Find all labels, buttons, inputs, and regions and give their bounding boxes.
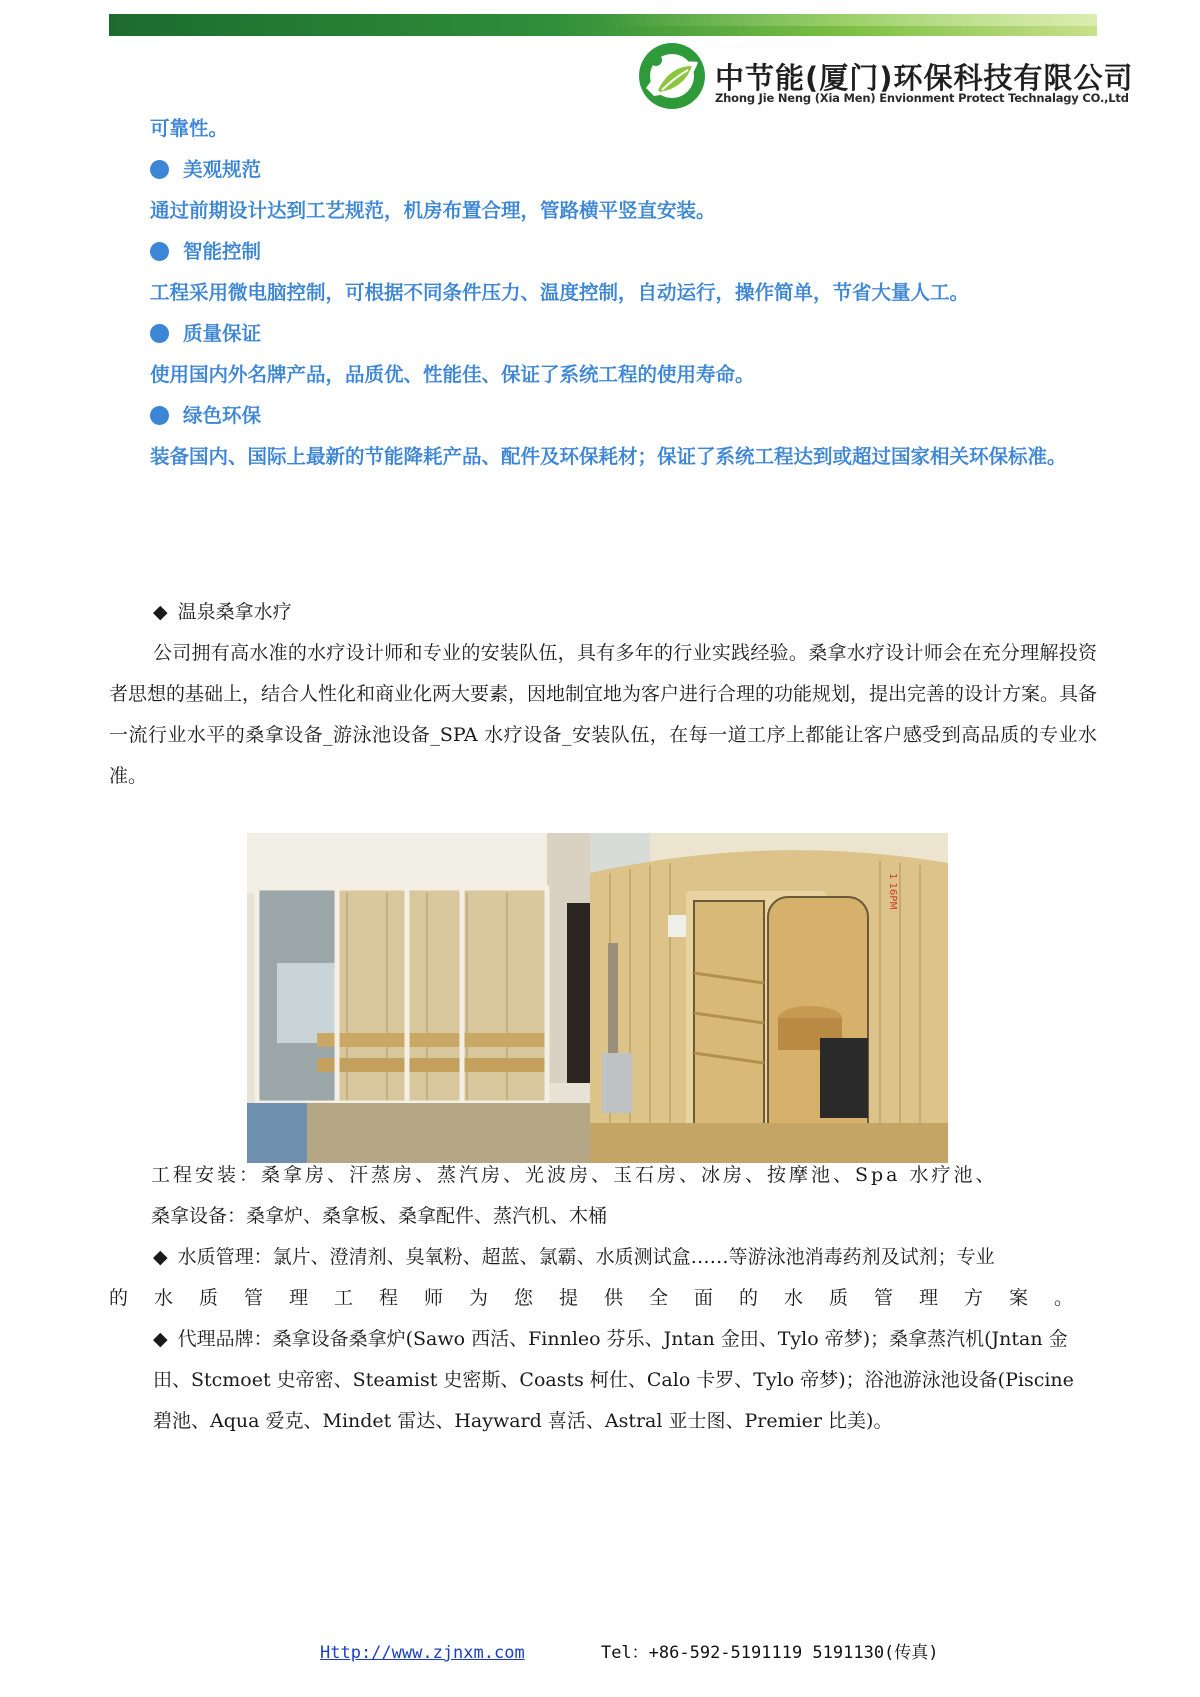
sauna-section xyxy=(109,592,1097,797)
bullet-dot-icon xyxy=(150,406,169,425)
website-link[interactable]: Http://www.zjnxm.com xyxy=(320,1643,525,1663)
bullet-dot-icon xyxy=(150,160,169,179)
diamond-bullet-icon: ◆ xyxy=(153,1328,168,1350)
wooden-sauna-cabin-photo xyxy=(590,833,948,1163)
brands-text: 代理品牌：桑拿设备桑拿炉(Sawo 西活、Finnleo 芬乐、Jntan 金田、Tylo 帝梦)；桑拿蒸汽机(Jntan 金田、Stcmoet 史帝密、Steamist 史密斯、Coasts 柯仕、Calo 卡罗、Tylo 帝梦)；浴池游泳池设备(Piscine 碧池、Aqua 爱克、Mindet 雷达、Hayward 喜活、Astral 亚士图、Premier 比美)。 xyxy=(153,1328,1074,1432)
bullet-dot-icon xyxy=(150,324,169,343)
feature-text: 通过前期设计达到工艺规范，机房布置合理，管路横平竖直安装。 xyxy=(150,199,716,222)
sauna-heading xyxy=(109,592,1097,633)
water-quality-line-2: 的水质管理工程师为您提供全面的水质管理方案。 xyxy=(109,1287,1100,1309)
feature-text: 使用国内外名牌产品，品质优、性能佳、保证了系统工程的使用寿命。 xyxy=(150,363,755,386)
sauna-room-illustration xyxy=(247,833,590,1163)
sauna-paragraph: 公司拥有高水准的水疗设计师和专业的安装队伍，具有多年的行业实践经验。桑拿水疗设计师会在充分理解投资者思想的基础上，结合人性化和商业化两大要素，因地制宜地为客户进行合理的功能规划，提出完善的设计方案。具备一流行业水平的桑拿设备_游泳池设备_SPA 水疗设备_安装队伍，在每一道工序上都能让客户感受到高品质的专业水准。 xyxy=(109,642,1098,787)
bullet-dot-icon xyxy=(150,242,169,261)
water-quality-line-1: 水质管理：氯片、澄清剂、臭氧粉、超蓝、氯霸、水质测试盒……等游泳池消毒药剂及试剂；专业 xyxy=(177,1246,995,1268)
diamond-bullet-icon: ◆ xyxy=(153,601,168,623)
feature-title: 质量保证 xyxy=(183,322,262,345)
feature-continuation: 可靠性。 xyxy=(150,117,229,140)
feature-title: 智能控制 xyxy=(183,240,262,263)
feature-heading-quality xyxy=(150,313,1100,354)
feature-text: 工程采用微电脑控制，可根据不同条件压力、温度控制，自动运行，操作简单，节省大量人工。 xyxy=(150,281,970,304)
diamond-bullet-icon: ◆ xyxy=(153,1246,168,1268)
company-name-cn: 中节能(厦门)环保科技有限公司 xyxy=(715,61,1134,95)
feature-title: 绿色环保 xyxy=(183,404,262,427)
install-line-2: 桑拿设备：桑拿炉、桑拿板、桑拿配件、蒸汽机、木桶 xyxy=(151,1205,608,1227)
feature-heading-beauty xyxy=(150,149,1100,190)
brands-block xyxy=(109,1319,1097,1442)
sauna-cabin-illustration xyxy=(590,833,948,1163)
feature-heading-control xyxy=(150,231,1100,272)
sauna-room-glass-door-photo xyxy=(247,833,590,1163)
footer-tel: Tel：+86-592-5191119 5191130(传真) xyxy=(600,1643,939,1663)
sauna-photos xyxy=(247,833,948,1163)
footer xyxy=(320,1638,939,1663)
sauna-heading-text: 温泉桑拿水疗 xyxy=(177,601,292,623)
photo-timestamp: 1 16PM xyxy=(887,873,898,910)
feature-heading-green xyxy=(150,395,1100,436)
company-name-en: Zhong Jie Neng (Xia Men) Envionment Protect Technalagy CO.,Ltd xyxy=(715,91,1129,105)
green-leaf-logo-icon xyxy=(636,40,708,112)
feature-text: 装备国内、国际上最新的节能降耗产品、配件及环保耗材；保证了系统工程达到或超过国家相关环保标准。 xyxy=(150,445,1067,468)
water-quality-block xyxy=(109,1237,1100,1319)
install-line-1: 工程安装：桑拿房、汗蒸房、蒸汽房、光波房、玉石房、冰房、按摩池、Spa 水疗池、 xyxy=(151,1164,998,1186)
features-section xyxy=(150,108,1100,477)
feature-title: 美观规范 xyxy=(183,158,262,181)
header-bar-highlight xyxy=(600,14,1097,26)
